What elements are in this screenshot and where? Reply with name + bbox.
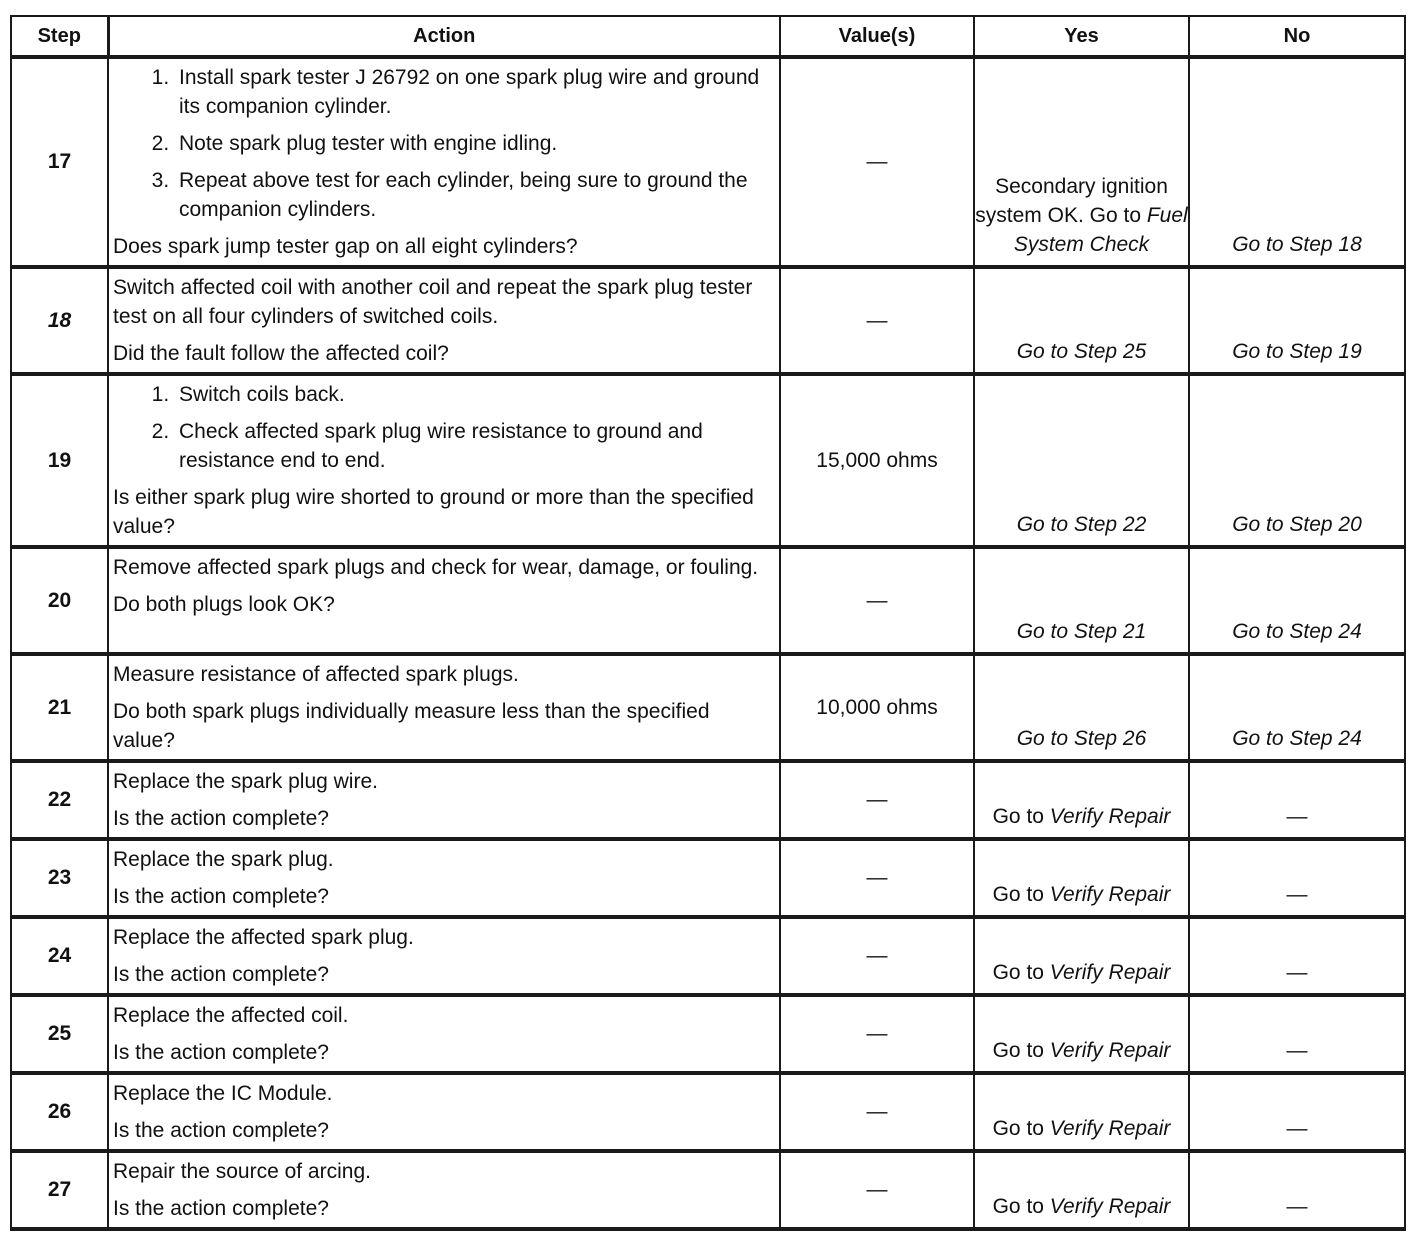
action-question: Is the action complete? (113, 885, 329, 908)
step-number-text: 26 (47, 1100, 72, 1123)
yes-cell (974, 267, 1189, 374)
yes-reference: Verify Repair (1049, 1039, 1171, 1062)
yes-reference: Go to Step 25 (1016, 340, 1147, 363)
step-number (11, 57, 108, 267)
no-cell (1189, 267, 1405, 374)
value-cell: — (780, 1151, 974, 1229)
action-text: Replace the affected coil. (113, 1004, 349, 1027)
yes-reference: Verify Repair (1049, 1195, 1171, 1218)
action-cell (108, 839, 780, 917)
action-question: Is the action complete? (113, 1119, 329, 1142)
action-text: Replace the spark plug wire. (113, 770, 378, 793)
action-step: 1. Install spark tester J 26792 on one spark plug wire and ground its companion cylinder. (175, 63, 773, 121)
yes-cell (974, 654, 1189, 761)
step-number (11, 1073, 108, 1151)
yes-text: Go to (992, 1117, 1050, 1140)
step-number-text: 18 (47, 308, 72, 332)
table-row (11, 267, 1405, 374)
no-cell (1189, 1073, 1405, 1151)
yes-reference: Verify Repair (1049, 805, 1171, 828)
table-row (11, 1151, 1405, 1229)
action-step: 3. Repeat above test for each cylinder, being sure to ground the companion cylinders. (175, 166, 773, 224)
table-row (11, 917, 1405, 995)
step-number (11, 761, 108, 839)
action-text: Remove affected spark plugs and check for wear, damage, or fouling. (113, 556, 759, 579)
action-question: Is the action complete? (113, 1197, 329, 1220)
yes-cell (974, 1151, 1189, 1229)
no-reference: Go to Step 24 (1232, 727, 1362, 750)
yes-cell (974, 374, 1189, 547)
no-cell (1189, 761, 1405, 839)
yes-reference: Verify Repair (1049, 961, 1171, 984)
step-number-text: 19 (47, 448, 72, 472)
action-question: Do both plugs look OK? (113, 593, 335, 616)
header-values: Value(s) (780, 16, 974, 57)
step-number-text: 25 (47, 1022, 72, 1045)
no-cell (1189, 839, 1405, 917)
yes-reference: Fuel System Check (1013, 204, 1188, 256)
action-cell (108, 1073, 780, 1151)
step-number (11, 267, 108, 374)
step-number-text: 22 (47, 788, 72, 811)
value-cell: — (780, 761, 974, 839)
value-cell: — (780, 267, 974, 374)
yes-reference: Verify Repair (1049, 883, 1171, 906)
action-question: Does spark jump tester gap on all eight cylinders? (113, 235, 578, 258)
yes-cell (974, 57, 1189, 267)
step-number (11, 995, 108, 1073)
value-cell: — (780, 57, 974, 267)
action-step: 2. Note spark plug tester with engine idling. (175, 129, 773, 158)
no-text: — (1286, 1039, 1308, 1062)
yes-cell (974, 547, 1189, 654)
no-reference: Go to Step 20 (1232, 513, 1362, 536)
yes-cell (974, 917, 1189, 995)
action-cell (108, 374, 780, 547)
value-cell: — (780, 995, 974, 1073)
step-number-text: 17 (47, 150, 72, 173)
no-text: — (1286, 1117, 1308, 1140)
action-cell (108, 917, 780, 995)
step-number (11, 839, 108, 917)
action-cell (108, 57, 780, 267)
step-number (11, 1151, 108, 1229)
yes-text: Go to (992, 1195, 1050, 1218)
yes-cell (974, 761, 1189, 839)
action-cell (108, 761, 780, 839)
yes-text: Go to (992, 883, 1050, 906)
step-number (11, 654, 108, 761)
table-row (11, 654, 1405, 761)
no-cell (1189, 57, 1405, 267)
action-cell (108, 654, 780, 761)
no-cell (1189, 547, 1405, 654)
no-cell (1189, 995, 1405, 1073)
step-number-text: 24 (47, 944, 72, 967)
diagnostic-table (10, 15, 1406, 1231)
step-number-text: 27 (47, 1178, 72, 1201)
yes-cell (974, 839, 1189, 917)
action-text: Replace the spark plug. (113, 848, 334, 871)
header-no: No (1189, 16, 1405, 57)
action-question: Is the action complete? (113, 1041, 329, 1064)
table-body (11, 57, 1405, 1229)
value-cell: — (780, 917, 974, 995)
step-number (11, 917, 108, 995)
no-cell (1189, 1151, 1405, 1229)
no-reference: Go to Step 18 (1232, 233, 1362, 256)
step-number-text: 21 (47, 695, 72, 719)
value-cell: — (780, 1073, 974, 1151)
action-step: 2. Check affected spark plug wire resistance to ground and resistance end to end. (175, 417, 773, 475)
yes-text: Go to (992, 961, 1050, 984)
yes-cell (974, 1073, 1189, 1151)
value-cell: — (780, 839, 974, 917)
no-cell (1189, 654, 1405, 761)
yes-text: Secondary ignition system OK. Go to (975, 175, 1168, 227)
no-cell (1189, 917, 1405, 995)
no-reference: Go to Step 19 (1232, 340, 1362, 363)
yes-text: Go to (992, 1039, 1050, 1062)
step-number (11, 547, 108, 654)
action-text: Measure resistance of affected spark plugs. (113, 663, 519, 686)
value-cell: — (780, 547, 974, 654)
step-number-text: 23 (47, 866, 72, 889)
no-reference: Go to Step 24 (1232, 620, 1362, 643)
yes-cell (974, 995, 1189, 1073)
action-text: Replace the affected spark plug. (113, 926, 414, 949)
header-row (11, 16, 1405, 57)
action-question: Is the action complete? (113, 963, 329, 986)
no-text: — (1286, 1195, 1308, 1218)
no-text: — (1286, 961, 1308, 984)
value-cell: 10,000 ohms (780, 654, 974, 761)
yes-reference: Go to Step 22 (1016, 513, 1147, 536)
header-step: Step (11, 16, 108, 57)
yes-reference: Go to Step 26 (1016, 727, 1147, 750)
table-row (11, 995, 1405, 1073)
table-row (11, 761, 1405, 839)
action-cell (108, 995, 780, 1073)
yes-reference: Go to Step 21 (1016, 620, 1147, 643)
action-question: Did the fault follow the affected coil? (113, 342, 449, 365)
yes-text: Go to (992, 805, 1050, 828)
table-row (11, 547, 1405, 654)
action-question: Do both spark plugs individually measure less than the specified value? (113, 700, 710, 752)
action-steps-list (113, 380, 773, 475)
step-number (11, 374, 108, 547)
action-cell (108, 267, 780, 374)
action-text: Repair the source of arcing. (113, 1160, 371, 1183)
header-yes: Yes (974, 16, 1189, 57)
action-cell (108, 1151, 780, 1229)
action-text: Switch affected coil with another coil and repeat the spark plug tester test on all four cylinders of switched coils. (113, 276, 753, 328)
action-text: Replace the IC Module. (113, 1082, 333, 1105)
table-row (11, 839, 1405, 917)
action-cell (108, 547, 780, 654)
value-cell: 15,000 ohms (780, 374, 974, 547)
action-question: Is the action complete? (113, 807, 329, 830)
action-steps-list (113, 63, 773, 224)
no-text: — (1286, 805, 1308, 828)
table-row (11, 374, 1405, 547)
action-question: Is either spark plug wire shorted to ground or more than the specified value? (113, 486, 754, 538)
no-text: — (1286, 883, 1308, 906)
no-cell (1189, 374, 1405, 547)
action-step: 1. Switch coils back. (175, 380, 773, 409)
table-row (11, 57, 1405, 267)
table-row (11, 1073, 1405, 1151)
step-number-text: 20 (47, 588, 72, 612)
header-action: Action (108, 16, 780, 57)
yes-reference: Verify Repair (1049, 1117, 1171, 1140)
